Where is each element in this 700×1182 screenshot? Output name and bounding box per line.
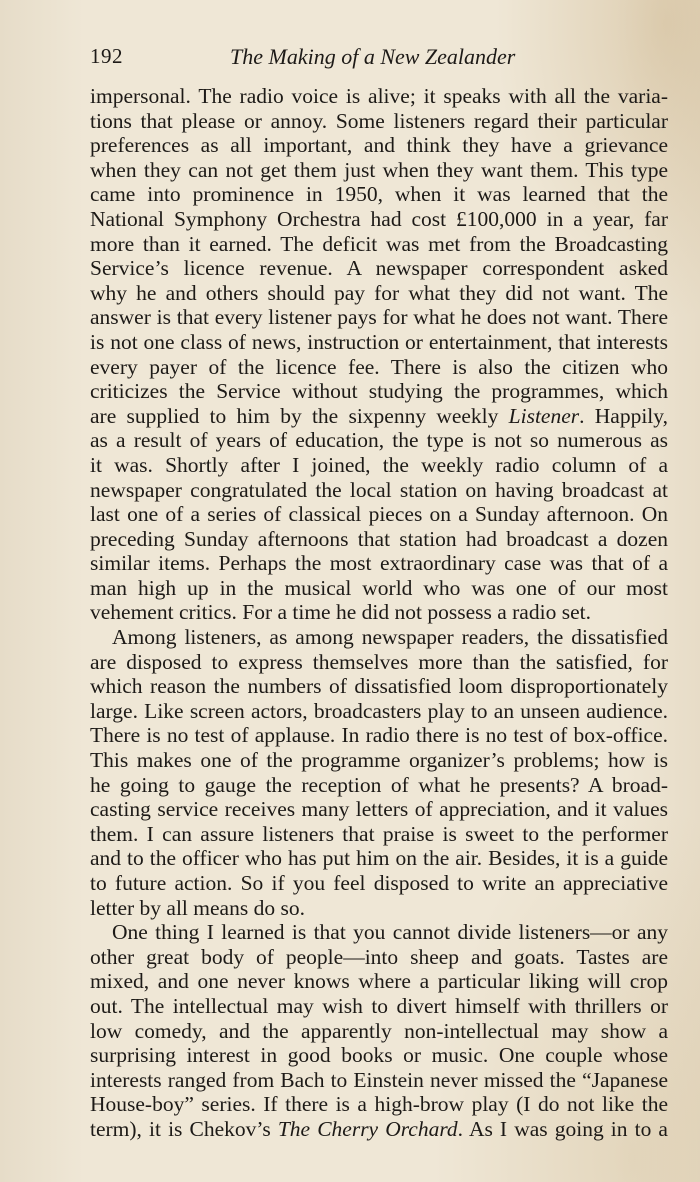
text-line: are disposed to express themselves more than the satisfied, for — [90, 649, 668, 674]
text-segment: . As I was going in to a — [457, 1116, 668, 1141]
text-line — [90, 404, 668, 429]
text-line: out. The intellectual may wish to divert himself with thrillers or — [90, 993, 668, 1018]
book-title: The Making of a New Zealander — [230, 44, 516, 69]
text-line: which reason the numbers of dissatisfied loom disproportionately — [90, 674, 668, 699]
text-line: why he and others should pay for what they did not want. The — [90, 280, 668, 305]
text-line: letter by all means do so. — [90, 895, 305, 920]
text-line: came into prominence in 1950, when it was learned that the — [90, 182, 668, 207]
text-line: casting service receives many letters of appreciation, and it values — [90, 797, 668, 822]
text-line — [90, 1117, 668, 1142]
text-line: man high up in the musical world who was one of our most — [90, 575, 668, 600]
text-line: mixed, and one never knows where a particular liking will crop — [90, 969, 668, 994]
text-line: This makes one of the programme organizer’s problems; how is — [90, 748, 668, 773]
text-line: last one of a series of classical pieces on a Sunday afternoon. On — [90, 502, 668, 527]
text-line: One thing I learned is that you cannot divide listeners—or any — [112, 920, 668, 945]
italic-title: The Cherry Orchard — [277, 1116, 458, 1141]
text-line: when they can not get them just when they want them. This type — [90, 157, 668, 182]
text-line: them. I can assure listeners that praise is sweet to the performer — [90, 821, 668, 846]
running-head — [90, 44, 668, 74]
text-line: to future action. So if you feel disposed to write an appreciative — [90, 871, 668, 895]
text-line: criticizes the Service without studying the programmes, which — [90, 379, 668, 404]
text-line: similar items. Perhaps the most extraordinary case was that of a — [90, 551, 668, 576]
text-line: There is no test of applause. In radio there is no test of box-office. — [90, 723, 668, 748]
text-line: surprising interest in good books or music. One couple whose — [90, 1043, 668, 1068]
text-line: other great body of people—into sheep and goats. Tastes are — [90, 944, 668, 969]
text-line: and to the officer who has put him on the air. Besides, it is a guide — [90, 846, 668, 871]
text-line: it was. Shortly after I joined, the weekly radio column of a — [90, 452, 668, 477]
text-line: every payer of the licence fee. There is also the citizen who — [90, 354, 668, 379]
text-line: as a result of years of education, the type is not so numerous as — [90, 428, 668, 453]
italic-title: Listener — [508, 403, 580, 428]
text-segment: term), it is Chekov’s — [90, 1116, 278, 1141]
text-line: is not one class of news, instruction or entertainment, that interests — [90, 329, 668, 354]
text-segment: are supplied to him by the sixpenny weekly — [90, 403, 509, 428]
text-line: interests ranged from Bach to Einstein never missed the “Japanese — [90, 1067, 668, 1092]
text-line: Among listeners, as among newspaper readers, the dissatisfied — [112, 625, 668, 650]
body-text — [90, 84, 668, 1142]
text-line: large. Like screen actors, broadcasters play to an unseen audience. — [90, 698, 668, 723]
text-line: vehement critics. For a time he did not possess a radio set. — [90, 600, 591, 625]
text-line: Service’s licence revenue. A newspaper correspondent asked — [90, 256, 668, 281]
page-number: 192 — [90, 44, 123, 68]
text-line: more than it earned. The deficit was met from the Broadcasting — [90, 231, 668, 256]
text-line: preferences as all important, and think they have a grievance — [90, 133, 668, 158]
text-line: newspaper congratulated the local station on having broadcast at — [90, 477, 668, 502]
text-segment: . Happily, — [579, 403, 668, 428]
text-line: National Symphony Orchestra had cost £100,000 in a year, far — [90, 206, 668, 231]
text-line: preceding Sunday afternoons that station had broadcast a dozen — [90, 526, 668, 551]
text-line: House-boy” series. If there is a high-brow play (I do not like the — [90, 1092, 668, 1117]
text-line: answer is that every listener pays for what he does not want. There — [90, 305, 668, 330]
text-line: tions that please or annoy. Some listeners regard their particular — [90, 108, 668, 133]
text-line: low comedy, and the apparently non-intellectual may show a — [90, 1018, 668, 1043]
text-line: impersonal. The radio voice is alive; it speaks with all the varia- — [90, 84, 668, 108]
text-line: he going to gauge the reception of what he presents? A broad- — [90, 772, 668, 797]
